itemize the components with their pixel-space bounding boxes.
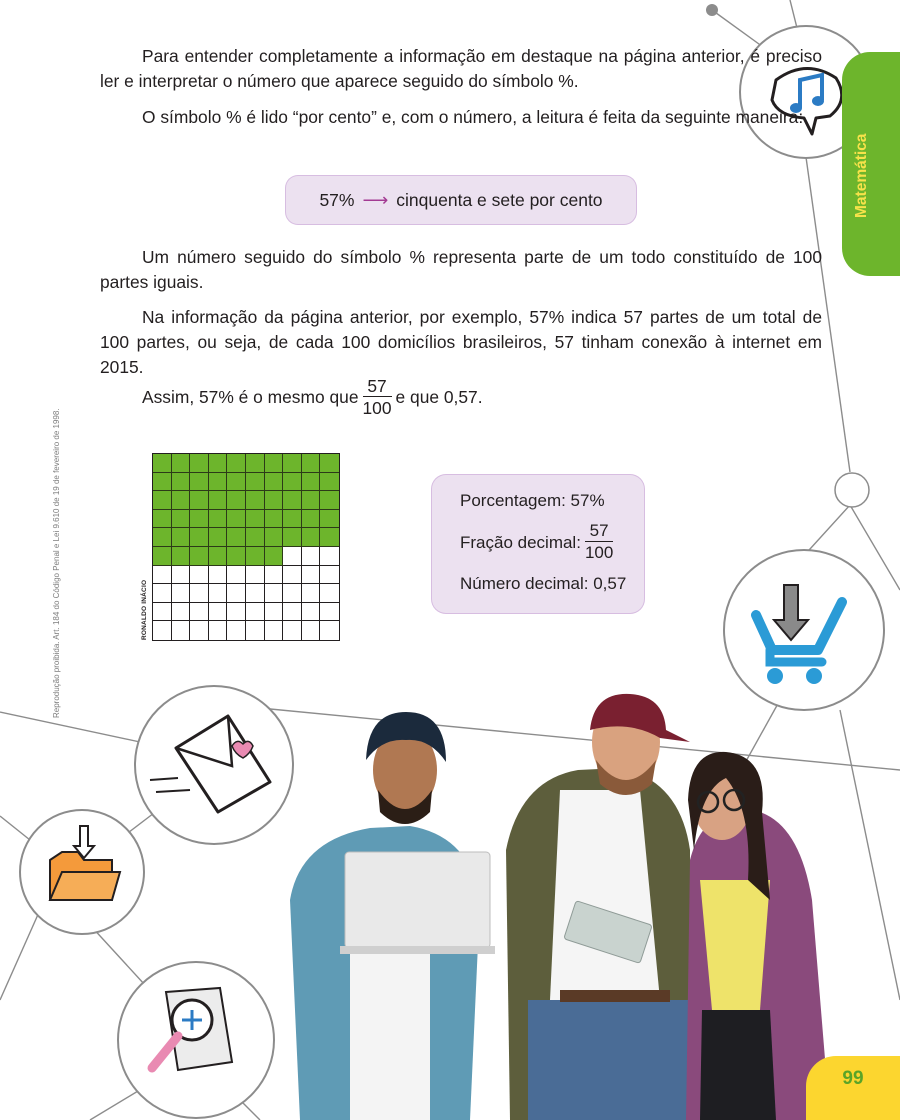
- grid-cell-empty: [227, 584, 246, 603]
- grid-cell-filled: [283, 528, 302, 547]
- grid-cell-filled: [227, 454, 246, 473]
- grid-cell-empty: [190, 603, 209, 622]
- grid-cell-filled: [246, 510, 265, 529]
- grid-cell-filled: [227, 510, 246, 529]
- info-fraction-row: [460, 521, 644, 564]
- grid-cell-filled: [227, 473, 246, 492]
- grid-cell-filled: [227, 528, 246, 547]
- grid-cell-filled: [190, 473, 209, 492]
- grid-cell-filled: [209, 491, 228, 510]
- grid-cell-filled: [172, 491, 191, 510]
- highlight-box: [286, 176, 636, 224]
- grid-cell-filled: [283, 473, 302, 492]
- grid-cell-filled: [153, 510, 172, 529]
- grid-cell-filled: [283, 454, 302, 473]
- grid-cell-empty: [153, 603, 172, 622]
- grid-cell-filled: [265, 547, 284, 566]
- paragraph-equivalence: [100, 376, 822, 419]
- grid-cell-empty: [190, 566, 209, 585]
- grid-cell-empty: [283, 547, 302, 566]
- grid-cell-empty: [283, 584, 302, 603]
- grid-cell-filled: [172, 473, 191, 492]
- legal-note: Reprodução proibida. Art. 184 do Código Penal e Lei 9.610 de 19 de fevereiro de 1998.: [52, 408, 61, 718]
- paragraph-definition: Um número seguido do símbolo % representa parte de um todo constituído de 100 partes iguais.: [100, 247, 822, 292]
- grid-cell-empty: [153, 621, 172, 640]
- grid-cell-filled: [190, 510, 209, 529]
- grid-cell-filled: [320, 528, 339, 547]
- grid-cell-empty: [320, 547, 339, 566]
- grid-cell-filled: [153, 547, 172, 566]
- grid-cell-empty: [246, 566, 265, 585]
- grid-cell-filled: [209, 510, 228, 529]
- grid-cell-empty: [320, 603, 339, 622]
- grid-cell-filled: [246, 528, 265, 547]
- grid-cell-filled: [190, 528, 209, 547]
- grid-credit: RONALDO INÁCIO: [141, 579, 148, 640]
- info-fraction-numerator: 57: [585, 521, 613, 542]
- fraction-57-100: [363, 376, 392, 419]
- grid-cell-empty: [246, 584, 265, 603]
- grid-cell-filled: [227, 547, 246, 566]
- grid-cell-empty: [209, 584, 228, 603]
- grid-cell-empty: [265, 603, 284, 622]
- paragraph-intro: Para entender completamente a informação em destaque na página anterior, é preciso ler e interpretar o número que aparece seguido do símbolo %.: [100, 46, 822, 91]
- grid-cell-filled: [302, 473, 321, 492]
- grid-cell-filled: [302, 491, 321, 510]
- grid-cell-filled: [172, 528, 191, 547]
- grid-cell-filled: [209, 473, 228, 492]
- grid-cell-empty: [302, 566, 321, 585]
- grid-cell-empty: [172, 621, 191, 640]
- info-fraction: [585, 521, 613, 564]
- fraction-numerator: 57: [363, 376, 392, 397]
- folder-download-icon: [20, 810, 144, 934]
- subject-tab-label: Matemática: [853, 133, 870, 218]
- grid-cell-filled: [172, 547, 191, 566]
- equivalence-text-start: Assim, 57% é o mesmo que: [142, 387, 359, 407]
- grid-cell-filled: [190, 454, 209, 473]
- grid-cell-filled: [153, 491, 172, 510]
- info-fraction-label: Fração decimal:: [460, 532, 581, 552]
- grid-cell-filled: [265, 510, 284, 529]
- highlight-reading: cinquenta e sete por cento: [396, 189, 603, 210]
- grid-cell-empty: [246, 621, 265, 640]
- grid-cell-empty: [320, 584, 339, 603]
- grid-cell-empty: [265, 566, 284, 585]
- grid-cell-empty: [320, 621, 339, 640]
- grid-cell-empty: [320, 566, 339, 585]
- grid-cell-filled: [209, 547, 228, 566]
- paragraph-reading: O símbolo % é lido “por cento” e, com o número, a leitura é feita da seguinte maneira:: [142, 107, 804, 127]
- grid-cell-empty: [283, 603, 302, 622]
- fraction-denominator: 100: [362, 398, 392, 418]
- grid-cell-filled: [283, 510, 302, 529]
- grid-cell-empty: [302, 547, 321, 566]
- grid-cell-filled: [209, 454, 228, 473]
- grid-cell-empty: [265, 621, 284, 640]
- grid-cell-filled: [153, 454, 172, 473]
- grid-cell-filled: [246, 491, 265, 510]
- grid-cell-empty: [283, 621, 302, 640]
- grid-cell-empty: [172, 566, 191, 585]
- grid-cell-filled: [320, 473, 339, 492]
- grid-cell-filled: [153, 473, 172, 492]
- info-percent: Porcentagem: 57%: [460, 491, 605, 510]
- info-box: [432, 475, 644, 613]
- paragraph-example: Na informação da página anterior, por exemplo, 57% indica 57 partes de um total de 100 partes, ou seja, de cada 100 domicílios brasileiros, 57 tinham conexão à internet em 2015.: [100, 307, 822, 377]
- grid-cell-empty: [190, 621, 209, 640]
- grid-cell-filled: [265, 491, 284, 510]
- grid-cell-empty: [172, 603, 191, 622]
- grid-cell-empty: [302, 584, 321, 603]
- grid-cell-empty: [246, 603, 265, 622]
- highlight-percent: 57%: [319, 189, 355, 210]
- grid-cell-filled: [302, 528, 321, 547]
- grid-cell-filled: [265, 454, 284, 473]
- grid-cell-filled: [320, 510, 339, 529]
- page-number: 99: [806, 1056, 900, 1120]
- subject-tab: [842, 52, 900, 276]
- grid-cell-filled: [283, 491, 302, 510]
- love-letter-icon: [135, 686, 293, 844]
- arrow-right-icon: ⟶: [362, 189, 389, 210]
- grid-cell-empty: [209, 621, 228, 640]
- info-decimal: Número decimal: 0,57: [460, 574, 627, 593]
- grid-cell-filled: [246, 473, 265, 492]
- grid-cell-empty: [172, 584, 191, 603]
- equivalence-text-end: e que 0,57.: [395, 387, 483, 407]
- magnifier-plus-icon: [118, 962, 274, 1118]
- grid-cell-filled: [172, 510, 191, 529]
- grid-cell-filled: [190, 491, 209, 510]
- grid-cell-empty: [209, 603, 228, 622]
- hundred-grid: [152, 453, 340, 641]
- grid-cell-filled: [153, 528, 172, 547]
- grid-cell-filled: [246, 547, 265, 566]
- grid-cell-empty: [227, 603, 246, 622]
- info-fraction-denominator: 100: [584, 543, 614, 562]
- grid-cell-filled: [172, 454, 191, 473]
- grid-cell-filled: [265, 473, 284, 492]
- grid-cell-filled: [246, 454, 265, 473]
- grid-cell-filled: [265, 528, 284, 547]
- grid-cell-empty: [302, 621, 321, 640]
- grid-cell-empty: [209, 566, 228, 585]
- grid-cell-empty: [153, 584, 172, 603]
- grid-cell-empty: [283, 566, 302, 585]
- grid-cell-filled: [227, 491, 246, 510]
- grid-cell-empty: [227, 621, 246, 640]
- grid-cell-filled: [320, 454, 339, 473]
- shopping-cart-download-icon: [724, 550, 884, 710]
- grid-cell-filled: [209, 528, 228, 547]
- grid-cell-filled: [302, 510, 321, 529]
- grid-cell-empty: [302, 603, 321, 622]
- grid-cell-empty: [190, 584, 209, 603]
- grid-cell-empty: [227, 566, 246, 585]
- grid-cell-filled: [320, 491, 339, 510]
- grid-cell-empty: [265, 584, 284, 603]
- grid-cell-empty: [153, 566, 172, 585]
- grid-cell-filled: [302, 454, 321, 473]
- grid-cell-filled: [190, 547, 209, 566]
